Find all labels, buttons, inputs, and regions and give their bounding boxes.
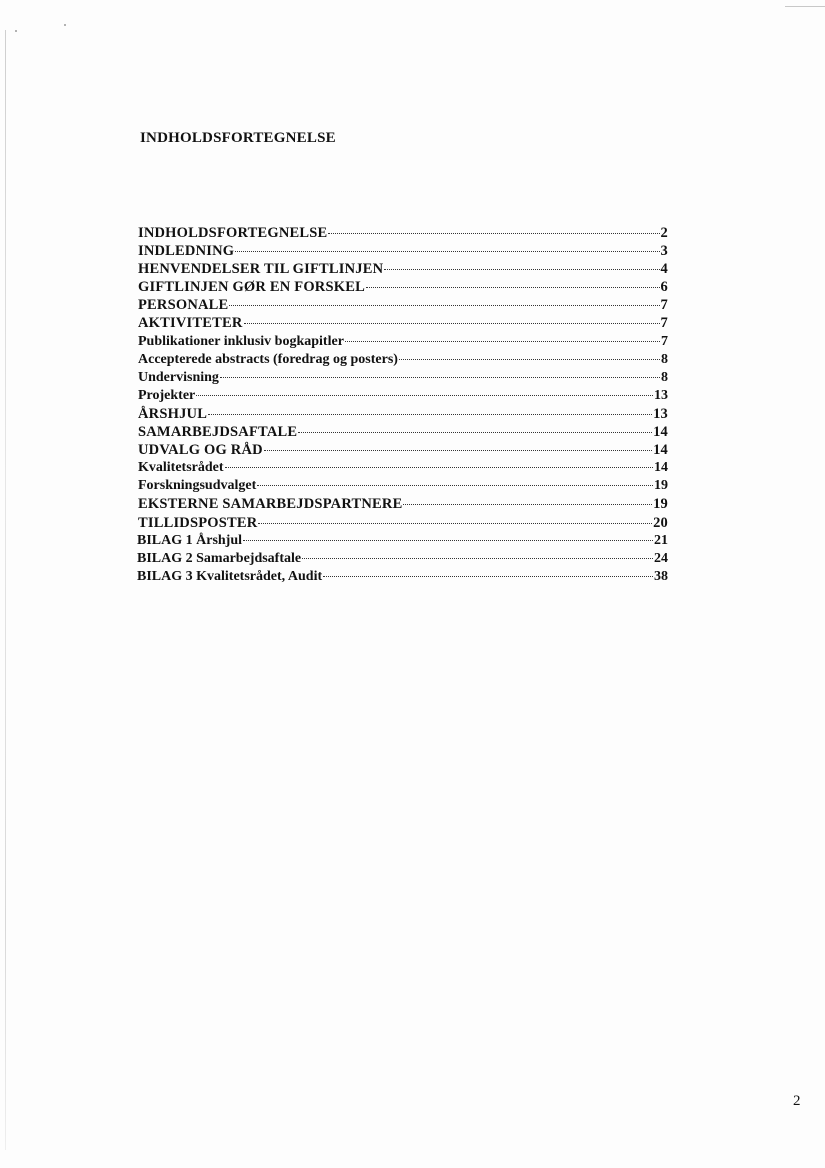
toc-entry: [138, 477, 668, 495]
toc-entry: [138, 351, 668, 369]
table-of-contents: [138, 224, 668, 586]
toc-entry: [138, 514, 668, 532]
toc-entry: [138, 387, 668, 405]
toc-dot-leader: [244, 323, 660, 324]
toc-entry: [138, 423, 668, 441]
page-number: 2: [793, 1093, 801, 1109]
toc-entry-page: 14: [654, 460, 668, 476]
toc-entry-page: 19: [653, 496, 668, 513]
toc-entry-page: 38: [654, 568, 668, 584]
toc-dot-leader: [196, 395, 653, 396]
toc-entry: [138, 405, 668, 423]
toc-dot-leader: [302, 558, 653, 559]
page-title: INDHOLDSFORTEGNELSE: [140, 130, 336, 146]
toc-entry-page: 21: [654, 532, 668, 548]
toc-entry-page: 3: [660, 243, 668, 260]
toc-entry-label: Forskningsudvalget: [138, 478, 257, 494]
toc-entry-label: Publikationer inklusiv bogkapitler: [138, 333, 344, 349]
toc-entry-page: 13: [653, 405, 668, 422]
toc-entry-page: 20: [653, 514, 668, 531]
toc-entry-label: UDVALG OG RÅD: [138, 442, 263, 459]
toc-dot-leader: [298, 432, 652, 433]
toc-entry-page: 24: [654, 550, 668, 566]
toc-dot-leader: [225, 467, 653, 468]
toc-dot-leader: [328, 233, 659, 234]
toc-entry: [138, 224, 668, 242]
toc-dot-leader: [345, 341, 660, 342]
toc-entry-label: EKSTERNE SAMARBEJDSPARTNERE: [138, 496, 403, 513]
toc-entry: [138, 495, 668, 513]
toc-entry: [138, 441, 668, 459]
toc-dot-leader: [257, 485, 653, 486]
toc-entry-label: ÅRSHJUL: [138, 405, 208, 422]
toc-entry-page: 4: [660, 261, 668, 278]
toc-entry: [138, 369, 668, 387]
toc-dot-leader: [366, 287, 660, 288]
toc-entry-page: 6: [660, 279, 668, 296]
toc-entry-page: 8: [661, 351, 668, 367]
toc-entry-page: 14: [653, 424, 668, 441]
toc-entry-label: Accepterede abstracts (foredrag og posters): [138, 351, 398, 367]
toc-entry: [138, 260, 668, 278]
toc-entry-page: 19: [654, 478, 668, 494]
toc-dot-leader: [258, 523, 652, 524]
toc-entry-label: INDHOLDSFORTEGNELSE: [138, 225, 328, 241]
toc-entry: [138, 278, 668, 296]
toc-entry-page: 7: [660, 297, 668, 314]
toc-dot-leader: [229, 305, 659, 306]
toc-dot-leader: [220, 377, 660, 378]
toc-entry: [137, 568, 668, 586]
toc-entry-label: BILAG 1 Årshjul: [137, 532, 243, 548]
scan-edge-line: [5, 30, 6, 1150]
scan-speck: [64, 24, 66, 26]
toc-dot-leader: [403, 504, 652, 505]
toc-entry-label: TILLIDSPOSTER: [138, 514, 258, 531]
toc-dot-leader: [235, 251, 659, 252]
toc-entry-label: Kvalitetsrådet: [138, 460, 224, 476]
toc-dot-leader: [243, 540, 653, 541]
toc-entry-page: 7: [660, 315, 668, 332]
toc-entry: [137, 532, 668, 550]
toc-entry: [137, 550, 668, 568]
toc-entry-label: Undervisning: [138, 369, 219, 385]
toc-dot-leader: [323, 576, 653, 577]
toc-entry-label: PERSONALE: [138, 297, 229, 314]
scan-corner-line: [785, 6, 825, 7]
toc-entry-label: Projekter: [138, 387, 196, 403]
toc-entry-label: SAMARBEJDSAFTALE: [138, 424, 298, 441]
toc-entry-page: 8: [661, 369, 668, 385]
toc-entry-label: AKTIVITETER: [138, 315, 243, 332]
toc-entry: [138, 296, 668, 314]
toc-entry: [138, 333, 668, 351]
toc-entry: [138, 242, 668, 260]
toc-entry: [138, 314, 668, 332]
toc-entry-page: 7: [661, 333, 668, 349]
toc-entry-page: 14: [653, 442, 668, 459]
toc-entry: [138, 459, 668, 477]
scan-speck: [15, 30, 17, 32]
toc-entry-label: BILAG 2 Samarbejdsaftale: [137, 550, 302, 566]
toc-entry-label: INDLEDNING: [138, 243, 235, 260]
toc-dot-leader: [208, 414, 652, 415]
toc-entry-label: HENVENDELSER TIL GIFTLINJEN: [138, 261, 384, 278]
toc-dot-leader: [399, 359, 660, 360]
toc-dot-leader: [264, 450, 652, 451]
toc-entry-label: GIFTLINJEN GØR EN FORSKEL: [138, 279, 365, 296]
toc-entry-page: 13: [654, 387, 668, 403]
toc-dot-leader: [384, 269, 659, 270]
toc-entry-label: BILAG 3 Kvalitetsrådet, Audit: [137, 568, 323, 584]
toc-entry-page: 2: [660, 225, 668, 241]
